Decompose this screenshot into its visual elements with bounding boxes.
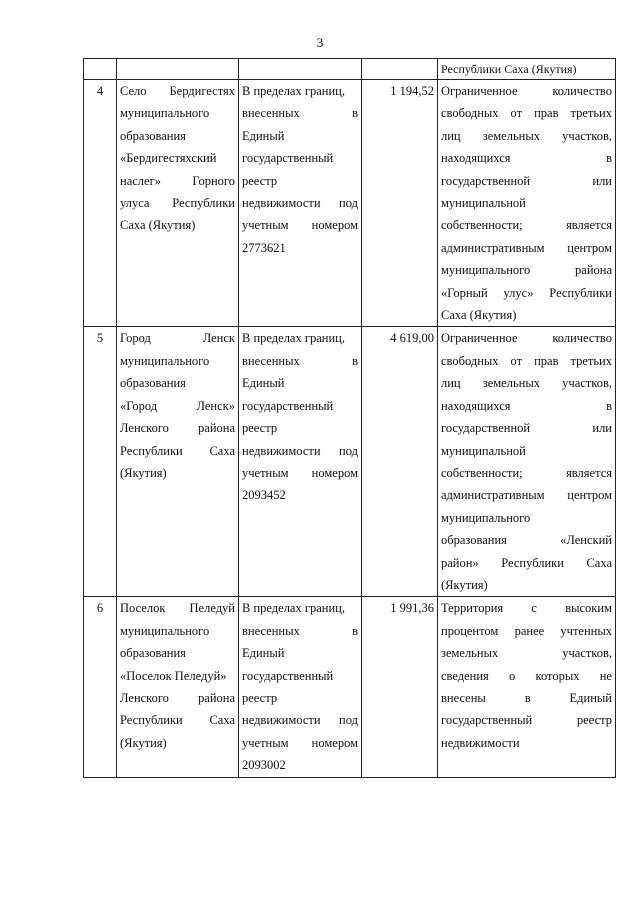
word: Ленского — [120, 421, 169, 436]
bounds-line — [242, 214, 358, 236]
word: высоким — [565, 601, 612, 616]
reason-line: муниципального — [441, 510, 531, 525]
bounds-line: 2773621 — [242, 240, 286, 255]
word: учтенных — [560, 623, 612, 638]
word: под — [339, 713, 358, 728]
table-row — [84, 597, 616, 777]
name-cell — [117, 59, 239, 80]
word: земельных — [482, 376, 541, 391]
bounds-line: государственный — [242, 398, 334, 413]
reason-line — [441, 687, 612, 709]
word: или — [592, 421, 612, 436]
word: Город — [120, 331, 151, 346]
word: земельных — [441, 646, 499, 661]
bounds-line: реестр — [242, 690, 278, 705]
table-row — [84, 327, 616, 597]
word: реестр — [576, 713, 612, 728]
bounds-line — [242, 350, 358, 372]
word: Саха — [586, 555, 612, 570]
word: Ленского — [120, 690, 169, 705]
reason-line — [441, 214, 612, 236]
bounds-cell — [239, 80, 362, 327]
name-line — [120, 192, 235, 214]
reason-line: недвижимости — [441, 735, 520, 750]
reason-line — [441, 147, 612, 169]
word: внесенных — [242, 353, 300, 368]
reason-line — [441, 665, 612, 687]
territory-table — [83, 58, 616, 778]
word: недвижимости — [242, 443, 321, 458]
name-cell — [117, 597, 239, 777]
reason-line — [441, 709, 612, 731]
word: Республики — [172, 196, 235, 211]
reason-line — [441, 125, 612, 147]
word: государственной — [441, 421, 531, 436]
name-line: образования — [120, 128, 186, 143]
bounds-line: реестр — [242, 421, 278, 436]
word: третьих — [570, 353, 612, 368]
reason-cell — [438, 59, 616, 80]
word: сведения — [441, 668, 489, 683]
word: земельных — [482, 128, 541, 143]
word: является — [566, 218, 612, 233]
bounds-line: 2093002 — [242, 758, 286, 773]
word: учетным — [242, 735, 289, 750]
name-line — [120, 80, 235, 102]
word: не — [599, 668, 612, 683]
area-cell — [362, 59, 438, 80]
word: Единый — [569, 690, 612, 705]
reason-text: Республики Саха (Якутия) — [441, 62, 577, 76]
word: Ограниченное — [441, 84, 518, 98]
bounds-line — [242, 192, 358, 214]
reason-line — [441, 350, 612, 372]
word: Село — [120, 84, 147, 98]
reason-cell — [438, 327, 616, 597]
bounds-line: 2093452 — [242, 488, 286, 503]
bounds-line — [242, 462, 358, 484]
name-line — [120, 687, 235, 709]
word: в — [352, 353, 358, 368]
name-line — [120, 709, 235, 731]
word: недвижимости — [242, 713, 321, 728]
reason-line: муниципальной — [441, 443, 526, 458]
name-line — [120, 327, 235, 349]
word: участков, — [562, 646, 612, 661]
word: Горного — [192, 173, 235, 188]
bounds-line: государственный — [242, 151, 334, 166]
word: наслег» — [120, 173, 161, 188]
reason-cell — [438, 80, 616, 327]
word: количество — [552, 331, 612, 346]
name-line — [120, 395, 235, 417]
word: Республики — [549, 285, 612, 300]
word: участков, — [562, 376, 612, 391]
word: прав — [534, 106, 559, 121]
num-cell: 6 — [84, 597, 117, 777]
bounds-cell — [239, 597, 362, 777]
bounds-cell — [239, 59, 362, 80]
word: недвижимости — [242, 196, 321, 211]
word: собственности; — [441, 218, 523, 233]
reason-line — [441, 170, 612, 192]
word: образования — [441, 533, 507, 548]
name-line — [120, 417, 235, 439]
name-line: образования — [120, 376, 186, 391]
reason-line — [441, 642, 612, 664]
reason-line — [441, 620, 612, 642]
word: или — [592, 173, 612, 188]
word: процентом — [441, 623, 499, 638]
word: учетным — [242, 218, 289, 233]
num-cell — [84, 59, 117, 80]
bounds-line: В пределах границ, — [242, 331, 345, 346]
word: под — [339, 196, 358, 211]
name-line — [120, 597, 235, 619]
word: является — [566, 465, 612, 480]
word: в — [352, 623, 358, 638]
word: лиц — [441, 128, 461, 143]
reason-line — [441, 327, 612, 349]
word: участков, — [562, 128, 612, 143]
word: государственный — [441, 713, 533, 728]
reason-line — [441, 282, 612, 304]
word: в — [606, 151, 612, 166]
bounds-cell — [239, 327, 362, 597]
word: центром — [567, 240, 612, 255]
word: «Горный — [441, 285, 488, 300]
name-line: Саха (Якутия) — [120, 218, 196, 233]
word: района — [198, 421, 235, 436]
name-line: (Якутия) — [120, 735, 167, 750]
word: «Город — [120, 398, 158, 413]
word: от — [510, 353, 523, 368]
word: собственности; — [441, 465, 523, 480]
word: прав — [534, 353, 559, 368]
word: Ленск» — [196, 398, 235, 413]
word: Республики — [501, 555, 564, 570]
bounds-line — [242, 620, 358, 642]
word: Республики — [120, 443, 183, 458]
word: административным — [441, 488, 545, 503]
table-row — [84, 80, 616, 327]
name-line — [120, 440, 235, 462]
word: района — [198, 690, 235, 705]
bounds-line: Единый — [242, 128, 285, 143]
bounds-line: Единый — [242, 646, 285, 661]
word: учетным — [242, 465, 289, 480]
area-cell: 1 194,52 — [362, 80, 438, 327]
word: Ленск — [202, 331, 235, 346]
bounds-line — [242, 440, 358, 462]
word: находящихся — [441, 398, 511, 413]
name-line: муниципального — [120, 623, 210, 638]
bounds-line — [242, 709, 358, 731]
word: о — [509, 668, 516, 683]
word: от — [510, 106, 523, 121]
name-line: (Якутия) — [120, 465, 167, 480]
word: Республики — [120, 713, 183, 728]
word: Саха — [209, 443, 235, 458]
reason-line — [441, 529, 612, 551]
word: административным — [441, 240, 545, 255]
word: Территория — [441, 601, 504, 616]
bounds-line: Единый — [242, 376, 285, 391]
word: количество — [552, 84, 612, 98]
bounds-line: государственный — [242, 668, 334, 683]
word: внесенных — [242, 623, 300, 638]
word: Бердигестях — [169, 84, 235, 98]
name-line: муниципального — [120, 106, 210, 121]
reason-line: Саха (Якутия) — [441, 308, 517, 323]
word: в — [606, 398, 612, 413]
word: свободных — [441, 106, 499, 121]
word: номером — [311, 735, 358, 750]
word: Пеледуй — [189, 601, 235, 616]
reason-line — [441, 259, 612, 281]
word: внесенных — [242, 106, 300, 121]
num-cell: 5 — [84, 327, 117, 597]
word: муниципального — [441, 263, 531, 278]
reason-line — [441, 552, 612, 574]
word: ранее — [514, 623, 545, 638]
bounds-line: В пределах границ, — [242, 84, 345, 98]
word: номером — [311, 465, 358, 480]
word: в — [352, 106, 358, 121]
word: Ограниченное — [441, 331, 518, 346]
word: номером — [311, 218, 358, 233]
reason-line — [441, 484, 612, 506]
word: центром — [567, 488, 612, 503]
name-cell — [117, 80, 239, 327]
word: свободных — [441, 353, 499, 368]
word: района — [575, 263, 612, 278]
bounds-line — [242, 102, 358, 124]
bounds-line: реестр — [242, 173, 278, 188]
reason-line — [441, 80, 612, 102]
name-cell — [117, 327, 239, 597]
page-number: 3 — [316, 35, 324, 50]
reason-line: муниципальной — [441, 196, 526, 211]
table-row-continuation — [84, 59, 616, 80]
area-cell: 4 619,00 — [362, 327, 438, 597]
reason-line — [441, 395, 612, 417]
name-line: муниципального — [120, 353, 210, 368]
reason-line — [441, 462, 612, 484]
num-cell: 4 — [84, 80, 117, 327]
word: которых — [535, 668, 580, 683]
name-line: образования — [120, 646, 186, 661]
reason-line — [441, 372, 612, 394]
word: находящихся — [441, 151, 511, 166]
word: государственной — [441, 173, 531, 188]
word: «Ленский — [560, 533, 612, 548]
reason-line — [441, 102, 612, 124]
area-cell: 1 991,36 — [362, 597, 438, 777]
word: улус» — [503, 285, 534, 300]
name-line: «Бердигестяхский — [120, 151, 217, 166]
word: лиц — [441, 376, 461, 391]
word: район» — [441, 555, 479, 570]
word: в — [524, 690, 531, 705]
word: улуса — [120, 196, 150, 211]
reason-line: (Якутия) — [441, 577, 488, 592]
reason-cell — [438, 597, 616, 777]
reason-line — [441, 417, 612, 439]
word: третьих — [570, 106, 612, 121]
word: Саха — [209, 713, 235, 728]
word: с — [531, 601, 537, 616]
bounds-line — [242, 732, 358, 754]
word: под — [339, 443, 358, 458]
word: Поселок — [120, 601, 166, 616]
word: внесены — [441, 690, 486, 705]
reason-line — [441, 237, 612, 259]
name-line: «Поселок Пеледуй» — [120, 668, 227, 683]
name-line — [120, 170, 235, 192]
reason-line — [441, 597, 612, 619]
bounds-line: В пределах границ, — [242, 601, 345, 616]
